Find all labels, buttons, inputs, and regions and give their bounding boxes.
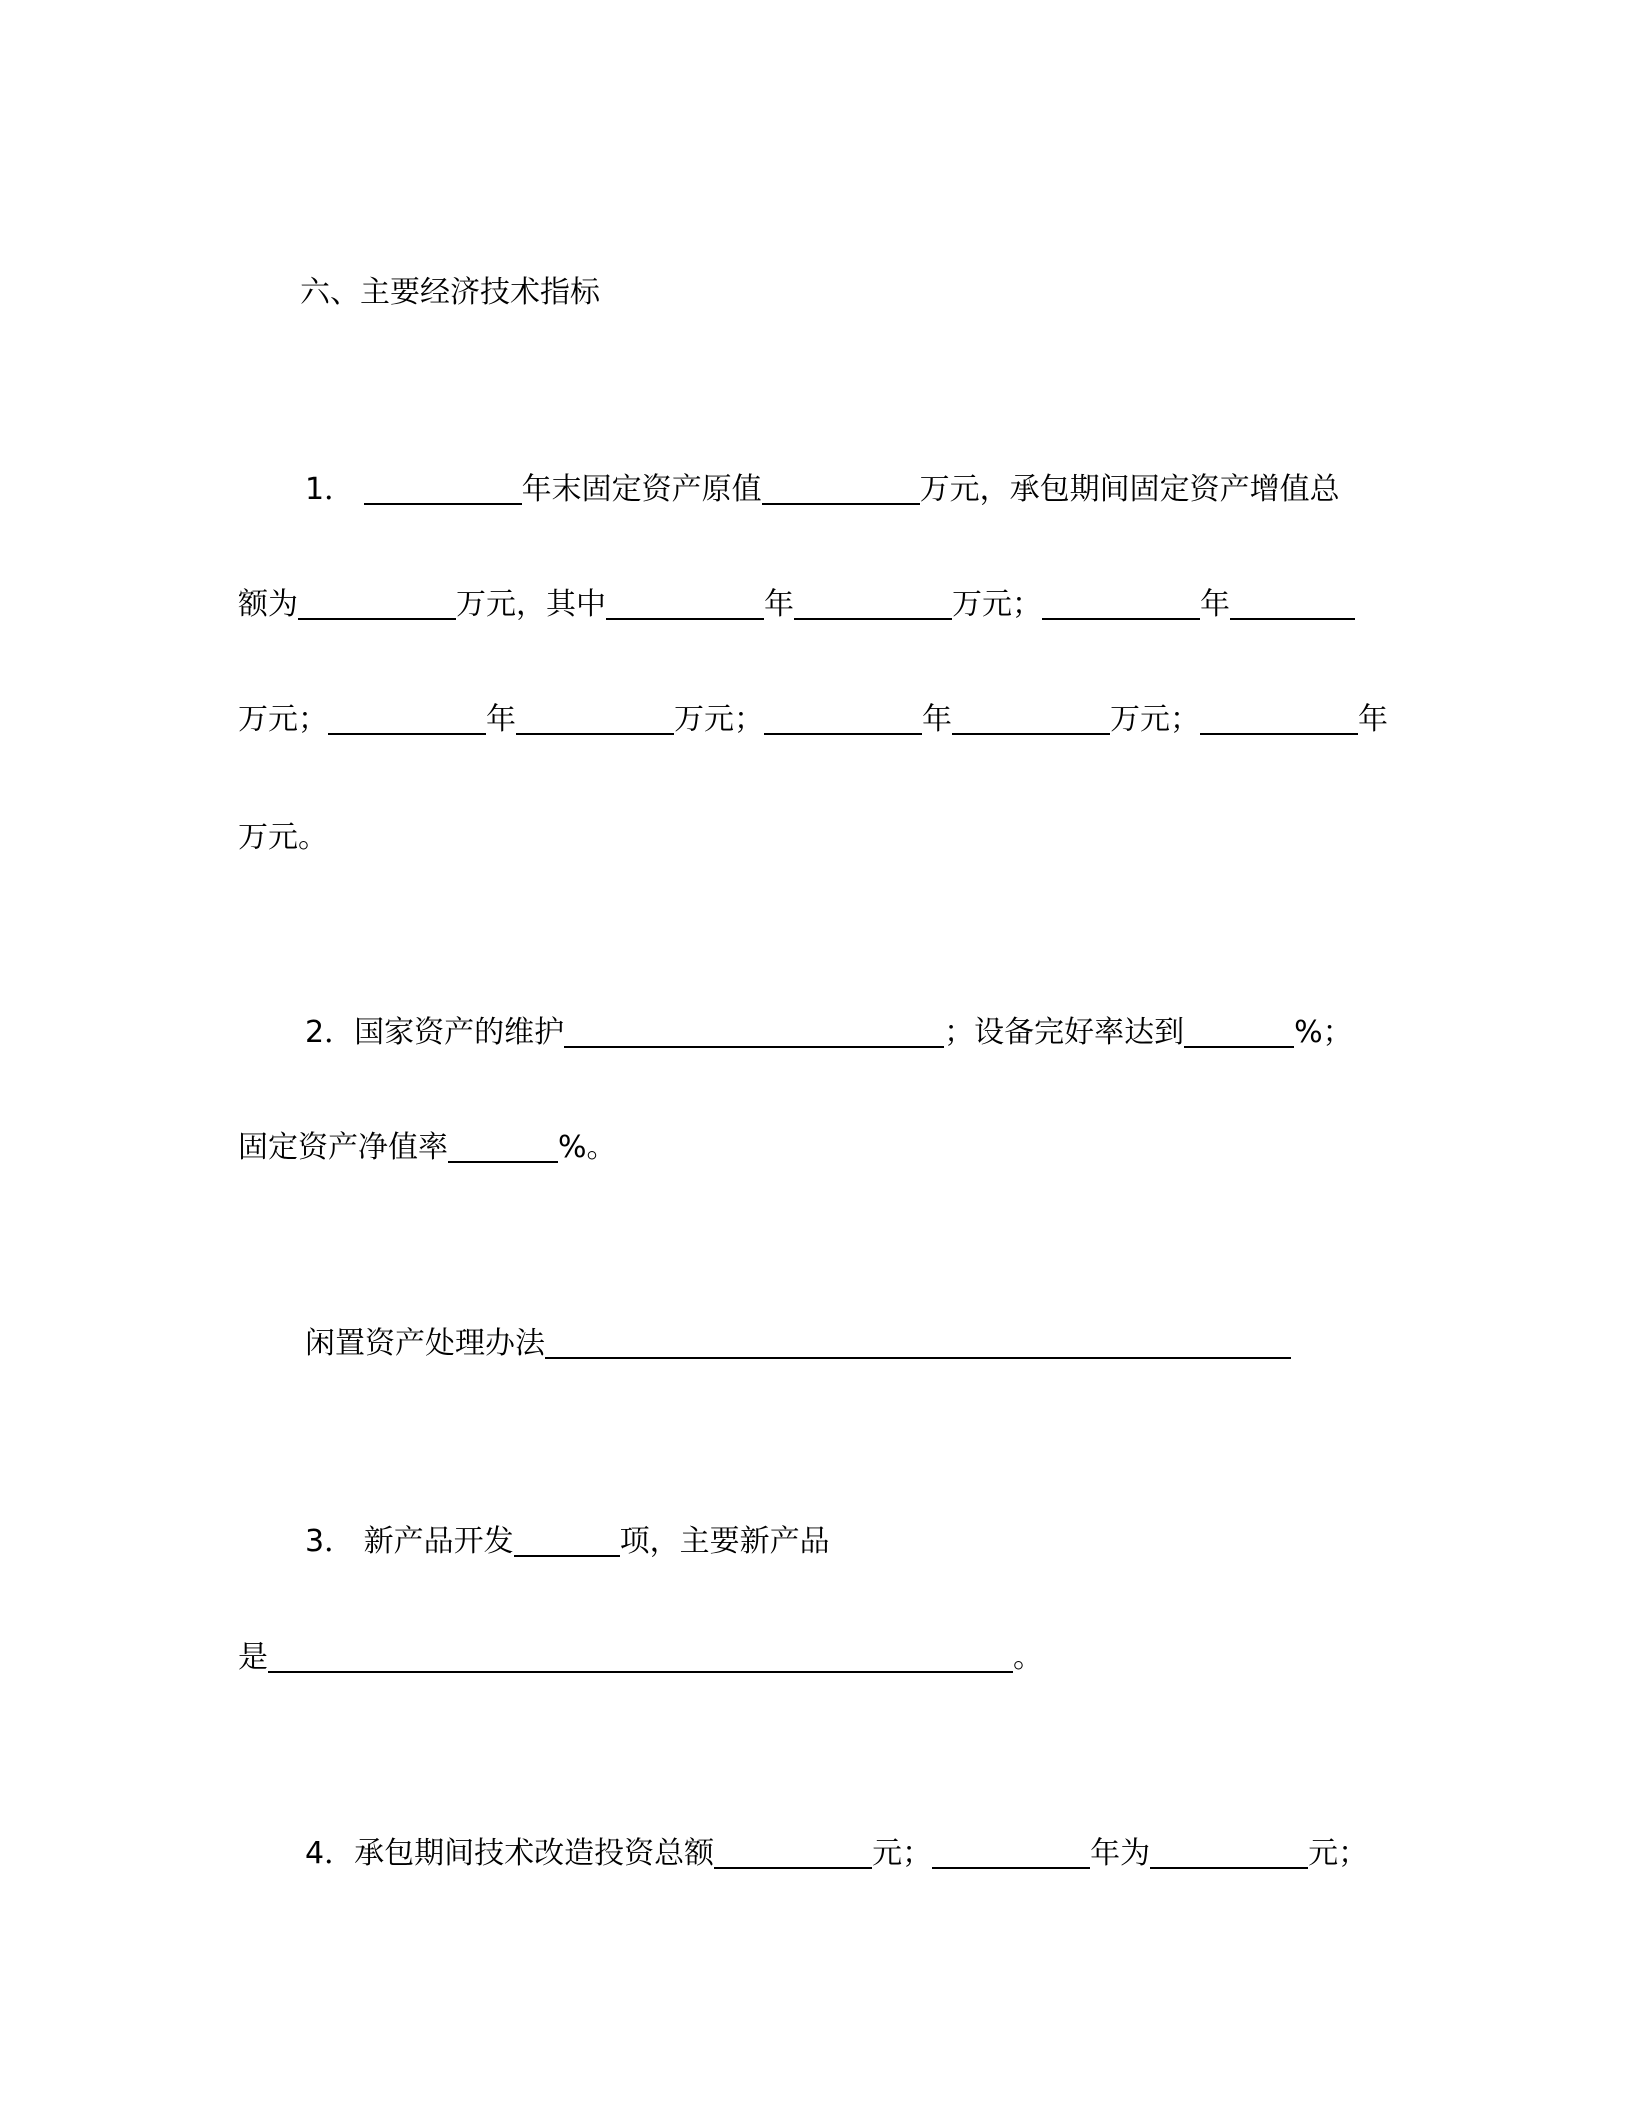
blank-year-a[interactable]: [606, 586, 764, 620]
item4-line1: 4．承包期间技术改造投资总额 元； 年为 元；: [305, 1836, 1369, 1871]
section-title: 六、主要经济技术指标: [300, 275, 600, 310]
blank-main-products[interactable]: [268, 1639, 1013, 1673]
item1-line3: 万元； 年 万元； 年 万元； 年: [238, 702, 1388, 737]
blank-year-e[interactable]: [1200, 701, 1358, 735]
item2-line2: 固定资产净值率 %。: [238, 1130, 617, 1165]
blank-new-product-count[interactable]: [514, 1523, 620, 1557]
item3-line2: 是 。: [238, 1640, 1043, 1675]
blank-invest-total[interactable]: [714, 1835, 872, 1869]
blank-year-end[interactable]: [364, 471, 522, 505]
item4-number: 4．: [305, 1836, 355, 1871]
blank-year-b[interactable]: [1042, 586, 1200, 620]
blank-original-value[interactable]: [762, 471, 920, 505]
item1-number: 1．: [305, 472, 355, 507]
item3-number: 3．: [305, 1524, 355, 1559]
idle-assets-line: 闲置资产处理办法: [305, 1324, 1291, 1364]
blank-asset-maintain[interactable]: [564, 1014, 944, 1048]
blank-amount-c[interactable]: [516, 701, 674, 735]
blank-invest-amount[interactable]: [1150, 1835, 1308, 1869]
item3-line1: 3． 新产品开发 项，主要新产品: [305, 1524, 830, 1559]
blank-amount-b[interactable]: [1230, 586, 1355, 620]
blank-year-c[interactable]: [328, 701, 486, 735]
blank-increase-total[interactable]: [298, 586, 456, 620]
item2-number: 2．: [305, 1015, 355, 1050]
blank-amount-d[interactable]: [952, 701, 1110, 735]
item1-line1: 1． 年末固定资产原值 万元，承包期间固定资产增值总: [305, 472, 1340, 507]
blank-equipment-rate[interactable]: [1184, 1014, 1294, 1048]
blank-net-rate[interactable]: [448, 1129, 558, 1163]
item2-line1: 2．国家资产的维护 ；设备完好率达到 %；: [305, 1015, 1353, 1050]
item1-line4: 万元。: [238, 820, 328, 855]
blank-idle-assets[interactable]: [545, 1325, 1291, 1359]
blank-invest-year[interactable]: [932, 1835, 1090, 1869]
blank-amount-a[interactable]: [794, 586, 952, 620]
blank-year-d[interactable]: [764, 701, 922, 735]
item1-line2: 额为 万元，其中 年 万元； 年: [238, 585, 1355, 625]
